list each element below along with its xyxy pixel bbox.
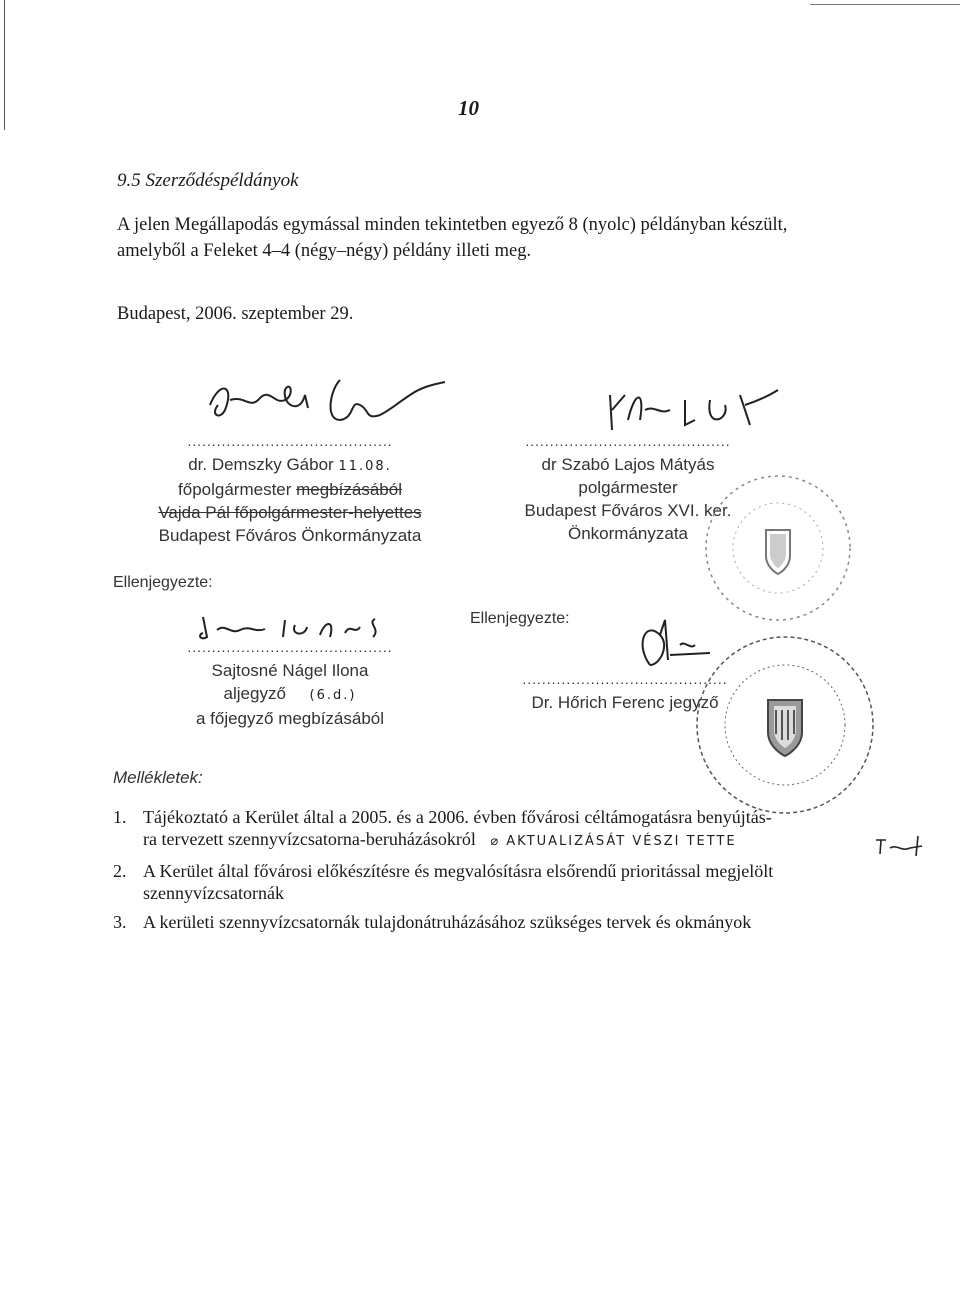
- signatory-left-name-row: [140, 453, 440, 478]
- signatory-left-name: dr. Demszky Gábor: [188, 455, 334, 474]
- signature-demszky: [190, 360, 460, 440]
- official-stamp-hivatal: [690, 630, 880, 820]
- page-edge-line: [4, 0, 5, 130]
- list-item-text: Tájékoztató a Kerület által a 2005. és a 2006. évben fővárosi céltámogatásra benyújtás-: [143, 807, 772, 827]
- countersign-label-left: Ellenjegyezte:: [113, 574, 213, 591]
- signatory-left-block: [140, 430, 440, 547]
- handwritten-note: (6.d.): [309, 688, 357, 703]
- list-item: [113, 911, 853, 933]
- signature-line: ..........................................: [187, 639, 393, 655]
- list-item: [113, 806, 853, 853]
- margin-initials: [872, 830, 932, 860]
- list-item-number: 1.: [113, 807, 127, 827]
- struck-text: megbízásából: [296, 480, 402, 499]
- place-date: Budapest, 2006. szeptember 29.: [117, 304, 354, 324]
- list-item-text: A Kerület által fővárosi előkészítésre és megvalósításra elsőrendű prioritással megjelölt: [143, 861, 774, 881]
- signatory-right-title: polgármester: [578, 478, 678, 497]
- signatory-right-name: dr Szabó Lajos Mátyás: [541, 455, 715, 474]
- handwritten-date-note: 11.08.: [338, 459, 392, 474]
- list-item-text-line2: szennyvízcsatornák: [143, 883, 284, 903]
- list-item-number: 3.: [113, 912, 127, 932]
- countersign-right-name: Dr. Hőrich Ferenc jegyző: [531, 693, 719, 712]
- list-item-text-line2: ra tervezett szennyvízcsatorna-beruházásokról ⌀ AKTUALIZÁSÁT VÉSZI TETTE: [143, 829, 737, 849]
- signatory-left-title: főpolgármester: [178, 480, 292, 499]
- signatory-left-title-row: [140, 478, 440, 501]
- page-number: 10: [458, 96, 479, 120]
- page-edge-line-top: [810, 4, 960, 5]
- signatory-left-org: Budapest Főváros Önkormányzata: [158, 526, 422, 545]
- signatory-right-org: Budapest Főváros XVI. ker. Önkormányzata: [524, 501, 732, 543]
- paragraph-line: A jelen Megállapodás egymással minden tekintetben egyező 8 (nyolc) példányban készült,: [117, 215, 788, 235]
- signature-line: ..........................................: [187, 433, 393, 449]
- list-item-number: 2.: [113, 861, 127, 881]
- countersign-left-note: a főjegyző megbízásából: [195, 709, 385, 728]
- countersign-left-title-row: [140, 682, 440, 707]
- countersign-left-title: aljegyző: [223, 684, 286, 703]
- section-heading: 9.5 Szerződéspéldányok: [117, 170, 299, 191]
- list-item: [113, 860, 853, 904]
- countersign-left-name: Sajtosné Nágel Ilona: [211, 661, 369, 680]
- paragraph-line: amelyből a Feleket 4–4 (négy–négy) példány illeti meg.: [117, 241, 532, 261]
- attachments-label: Mellékletek:: [113, 768, 203, 787]
- countersign-left-block: [140, 636, 440, 730]
- attachments-list: [113, 806, 853, 940]
- signature-line: ..........................................: [522, 671, 728, 687]
- official-stamp-xvi: [698, 468, 858, 628]
- list-item-text: A kerületi szennyvízcsatornák tulajdonátruházásához szükséges tervek és okmányok: [143, 912, 752, 932]
- handwritten-annotation: ⌀ AKTUALIZÁSÁT VÉSZI TETTE: [490, 834, 737, 849]
- agreement-paragraph: [117, 212, 837, 264]
- struck-deputy-line: Vajda Pál főpolgármester-helyettes: [158, 503, 422, 522]
- signature-line: ..........................................: [525, 433, 731, 449]
- countersign-label-right: Ellenjegyezte:: [470, 610, 570, 627]
